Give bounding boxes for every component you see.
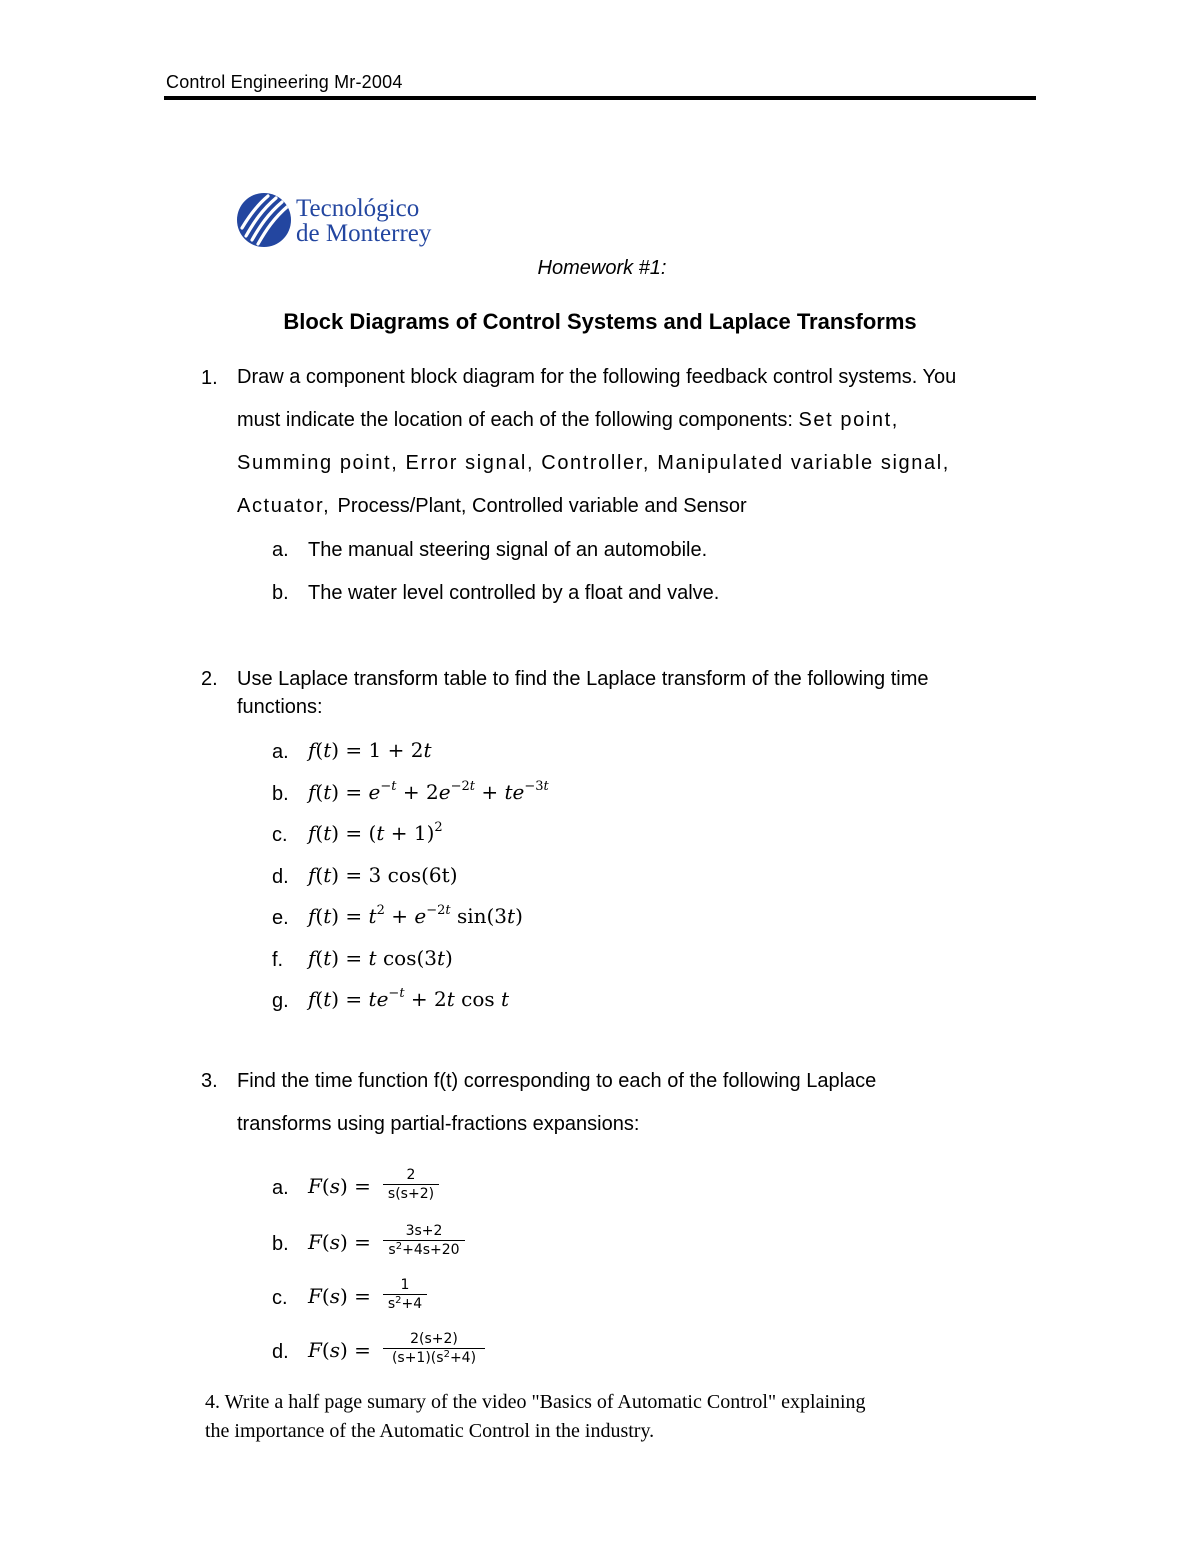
- equation: f(t) = 3 cos(6t): [308, 863, 458, 887]
- denominator-part: +4s+20: [402, 1242, 460, 1258]
- homework-label: Homework #1:: [537, 257, 667, 279]
- list-item-letter: g.: [272, 990, 289, 1012]
- logo-emblem-icon: [236, 192, 292, 248]
- question-line: [237, 399, 956, 442]
- fraction: [383, 1330, 485, 1367]
- fraction-denominator: [383, 1349, 485, 1367]
- denominator-part: +4: [401, 1296, 423, 1312]
- fraction-denominator: s(s+2): [387, 1186, 435, 1202]
- equation-lhs: F(s) =: [308, 1284, 371, 1308]
- fraction-numerator: 2(s+2): [410, 1331, 458, 1347]
- question-2-line: Use Laplace transform table to find the Laplace transform of the following time: [237, 668, 929, 690]
- list-item: The manual steering signal of an automobile.: [308, 539, 708, 561]
- list-item-letter: d.: [272, 866, 289, 888]
- question-number: 1.: [201, 367, 218, 389]
- fraction-numerator: 3s+2: [405, 1223, 443, 1239]
- fraction-denominator: [383, 1295, 427, 1313]
- denominator-exponent: 2: [443, 1349, 450, 1360]
- question-1-text: [237, 356, 956, 528]
- list-item-letter: a.: [272, 1177, 289, 1199]
- list-item-letter: d.: [272, 1341, 289, 1363]
- header-title: Control Engineering Mr-2004: [166, 72, 403, 92]
- denominator-part: (s+1)(s: [391, 1350, 444, 1366]
- equation: f(t) = t cos(3t): [308, 946, 453, 970]
- list-item-letter: b.: [272, 1233, 289, 1255]
- university-logo: [236, 190, 446, 250]
- page-title: Block Diagrams of Control Systems and Laplace Transforms: [283, 309, 917, 334]
- list-item-letter: a.: [272, 741, 289, 763]
- question-2-line: functions:: [237, 696, 323, 718]
- question-line-part: Process/Plant, Controlled variable and Sensor: [337, 495, 747, 517]
- header-divider: [164, 96, 1036, 100]
- question-line-part: Set point,: [798, 409, 899, 431]
- denominator-exponent: 2: [395, 1295, 402, 1306]
- equation: $f(t) = (t + 1)^2$: [308, 820, 443, 845]
- list-item-letter: f.: [272, 949, 284, 971]
- equation-lhs: F(s) =: [308, 1338, 371, 1362]
- logo-text-line2: de Monterrey: [296, 220, 432, 247]
- equation: $f(t) = e^{-t} + 2e^{-2t} + te^{-3t}$: [308, 779, 549, 804]
- question-line-part: must indicate the location of each of the following components:: [237, 409, 799, 431]
- fraction: [383, 1166, 439, 1203]
- list-item-letter: c.: [272, 1287, 288, 1309]
- question-4-text: 4. Write a half page sumary of the video "Basics of Automatic Control" explaining the importance of the Automatic Control in the industry.: [205, 1391, 866, 1442]
- fraction: [383, 1276, 427, 1313]
- question-number: 3.: [201, 1070, 218, 1092]
- fraction-numerator: 2: [406, 1167, 416, 1183]
- equation: f(t) = 1 + 2t: [308, 738, 432, 762]
- list-item: The water level controlled by a float and valve.: [308, 582, 720, 604]
- equation: $f(t) = t^2 + e^{-2t}$ sin(3t): [308, 903, 523, 928]
- list-item-letter: a.: [272, 539, 289, 561]
- list-item-letter: e.: [272, 907, 289, 929]
- list-item-letter: c.: [272, 824, 288, 846]
- equation-lhs: F(s) =: [308, 1230, 371, 1254]
- fraction-numerator: 1: [400, 1277, 410, 1293]
- question-number: 2.: [201, 668, 218, 690]
- denominator-part: +4): [449, 1350, 477, 1366]
- equation-lhs: F(s) =: [308, 1174, 371, 1198]
- fraction: [383, 1222, 465, 1259]
- denominator-part: s: [387, 1296, 396, 1312]
- question-line-part: Actuator,: [237, 495, 338, 517]
- question-3-line: Find the time function f(t) corresponding to each of the following Laplace: [237, 1070, 877, 1092]
- fraction-denominator: [383, 1241, 465, 1259]
- denominator-part: s: [388, 1242, 396, 1258]
- question-line: Draw a component block diagram for the following feedback control systems. You: [237, 366, 957, 388]
- equation: $f(t) = te^{-t} + 2t$ cos t: [308, 986, 510, 1011]
- logo-text-line1: Tecnológico: [296, 195, 420, 222]
- question-3-line: transforms using partial-fractions expansions:: [237, 1113, 640, 1135]
- list-item-letter: b.: [272, 582, 289, 604]
- question-line: [237, 485, 956, 528]
- denominator-exponent: 2: [395, 1241, 403, 1252]
- list-item-letter: b.: [272, 783, 289, 805]
- question-line: Summing point, Error signal, Controller, Manipulated variable signal,: [237, 452, 950, 474]
